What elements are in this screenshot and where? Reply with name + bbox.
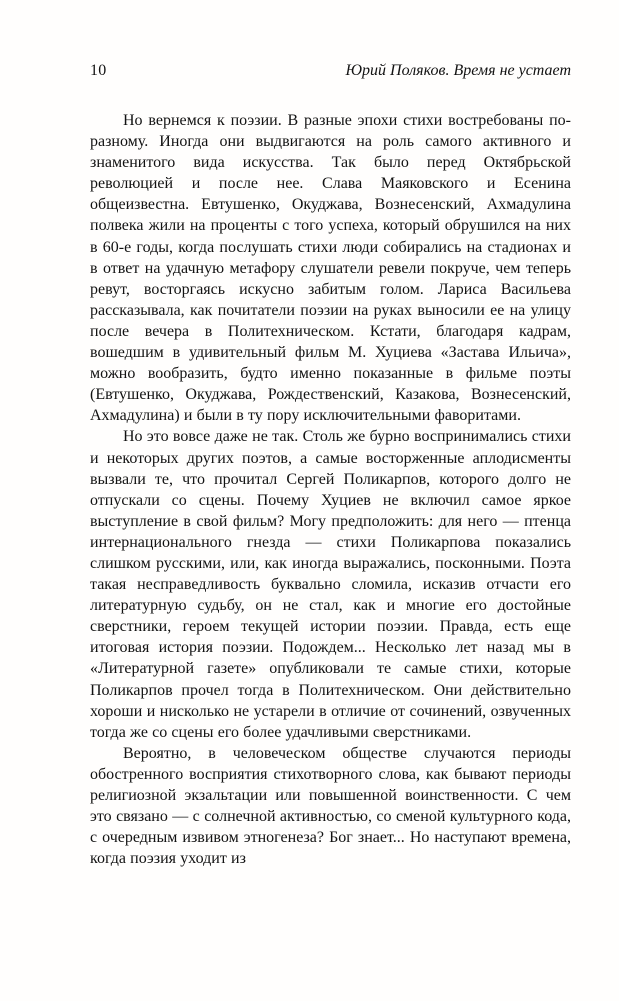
paragraph-2: Но это вовсе даже не так. Столь же бурно воспринимались стихи и некоторых других поэтов, а самые восторженные аплодисменты вызвали те, что прочитал Сергей Поликарпов, которого долго не отпускали со сцены. Почему Хуциев не включил самое яркое выступление в свой фильм? Могу предположить: для него — птенца интернационального гнезда — стихи Поликарпова показались слишком русскими, или, как иногда выражались, посконными. Поэта такая несправедливость буквально сломила, исказив отчасти его литературную судьбу, он не стал, как и многие его достойные сверстники, героем текущей истории поэзии. Правда, есть еще итоговая история поэзии. Подождем... Несколько лет назад мы в «Литературной газете» опубликовали те самые стихи, которые Поликарпов прочел тогда в Политехническом. Они действительно хороши и нисколько не устарели в отличие от сочинений, озвученных тогда же со сцены его более удачливыми сверстниками. [90, 428, 571, 741]
paragraph-1: Но вернемся к поэзии. В разные эпохи стихи востребованы по-разному. Иногда они выдвигаются на роль самого активного и знаменитого вида искусства. Так было перед Октябрьской революцией и после нее. Слава Маяковского и Есенина общеизвестна. Евтушенко, Окуджава, Вознесенский, Ахмадулина полвека жили на проценты с того успеха, который обрушился на них в 60-е годы, когда послушать стихи люди собирались на стадионах и в ответ на удачную метафору слушатели ревели покруче, чем теперь ревут, восторгаясь искусно забитым голом. Лариса Васильева рассказывала, как почитатели поэзии на руках выносили ее на улицу после вечера в Политехническом. Кстати, благодаря кадрам, вошедшим в удивительный фильм М. Хуциева «Застава Ильича», можно вообразить, будто именно показанные в фильме поэты (Евтушенко, Окуджава, Рождественский, Казакова, Вознесенский, Ахмадулина) и были в ту пору исключительными фаворитами. [90, 112, 571, 425]
body-text [90, 110, 571, 869]
page-header [90, 62, 571, 80]
page-number: 10 [90, 62, 107, 79]
paragraph-3: Вероятно, в человеческом обществе случаются периоды обостренного восприятия стихотворного слова, как бывают периоды религиозной экзальтации или повышенной воинственности. С чем это связано — с солнечной активностью, со сменой культурного кода, с очередным извивом этногенеза? Бог знает... Но наступают времена, когда поэзия уходит из [90, 744, 571, 868]
running-title: Юрий Поляков. Время не устает [345, 62, 571, 79]
